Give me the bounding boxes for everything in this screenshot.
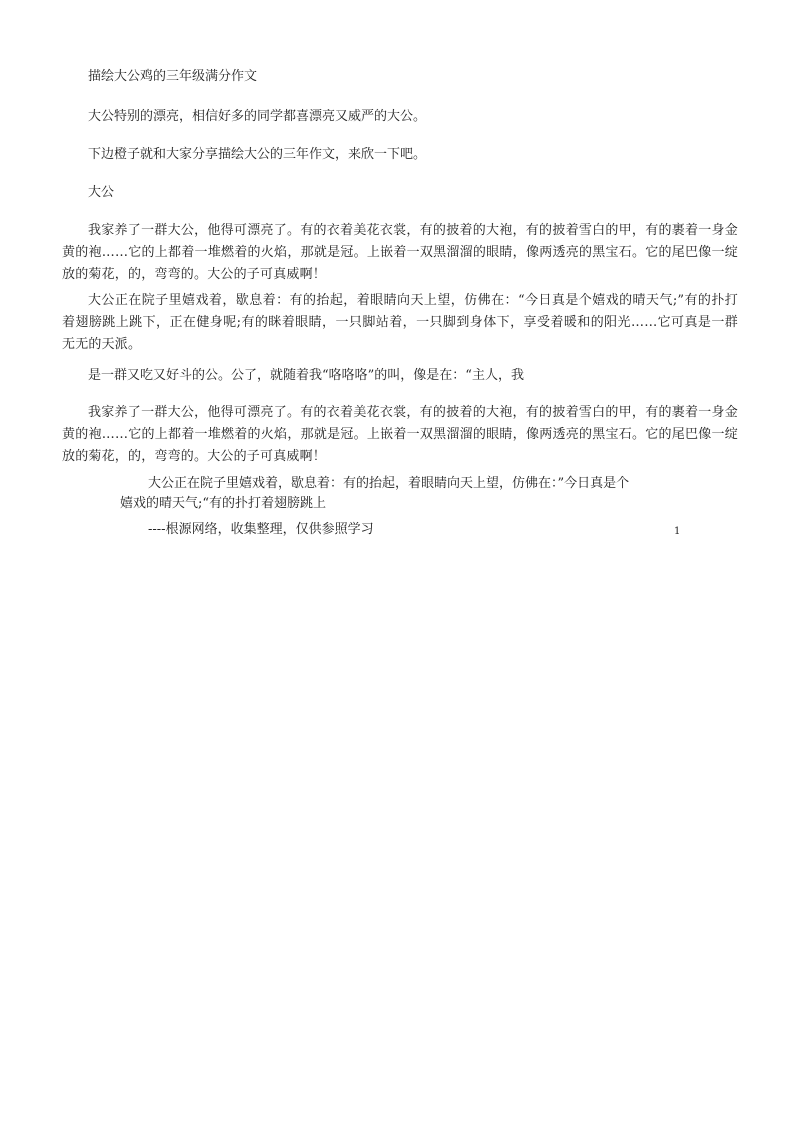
section-heading: 大公 [88,185,115,200]
body-paragraph-2: 大公正在院子里嬉戏着，歇息着：有的抬起，着眼睛向天上望，仿佛在：“今日真是个嬉戏的晴天气;”有的扑打着翅膀跳上跳下，正在健身呢;有的眯着眼睛，一只脚站着，一只脚到身体下，享受着暖和的阳光……它可真是一群无无的天派。 [62,293,738,352]
body-paragraph-4: 我家养了一群大公，他得可漂亮了。有的衣着美花衣裳，有的披着的大袍，有的披着雪白的甲，有的裹着一身金黄的袍……它的上都着一堆燃着的火焰，那就是冠。上嵌着一双黑溜溜的眼睛，像两透亮的黑宝石。它的尾巴像一绽放的菊花，的，弯弯的。大公的子可真威啊！ [62,405,738,464]
intro-paragraph-2: 下边橙子就和大家分享描绘大公的三年作文，来欣一下吧。 [88,147,427,162]
quote-line-2: 嬉戏的晴天气;“有的扑打着翅膀跳上 [120,496,327,511]
page-number: 1 [674,526,681,537]
quote-line-1: 大公正在院子里嬉戏着，歇息着：有的抬起，着眼睛向天上望，仿佛在：”今日真是个 [148,476,630,491]
quote-block [120,474,680,514]
footer-note: ----根源网络，收集整理，仅供参照学习 [148,522,374,537]
body-paragraph-1: 我家养了一群大公，他得可漂亮了。有的衣着美花衣裳，有的披着的大袍，有的披着雪白的甲，有的裹着一身金黄的袍……它的上都着一堆燃着的火焰，那就是冠。上嵌着一双黑溜溜的眼睛，像两透亮的黑宝石。它的尾巴像一绽放的菊花，的，弯弯的。大公的子可真威啊！ [62,223,738,282]
document-title: 描绘大公鸡的三年级满分作文 [88,69,258,84]
intro-paragraph-1: 大公特别的漂亮，相信好多的同学都喜漂亮又威严的大公。 [88,109,427,124]
body-paragraph-3: 是一群又吃又好斗的公。公了，就随着我“咯咯咯”的叫，像是在：“主人，我 [88,368,524,383]
